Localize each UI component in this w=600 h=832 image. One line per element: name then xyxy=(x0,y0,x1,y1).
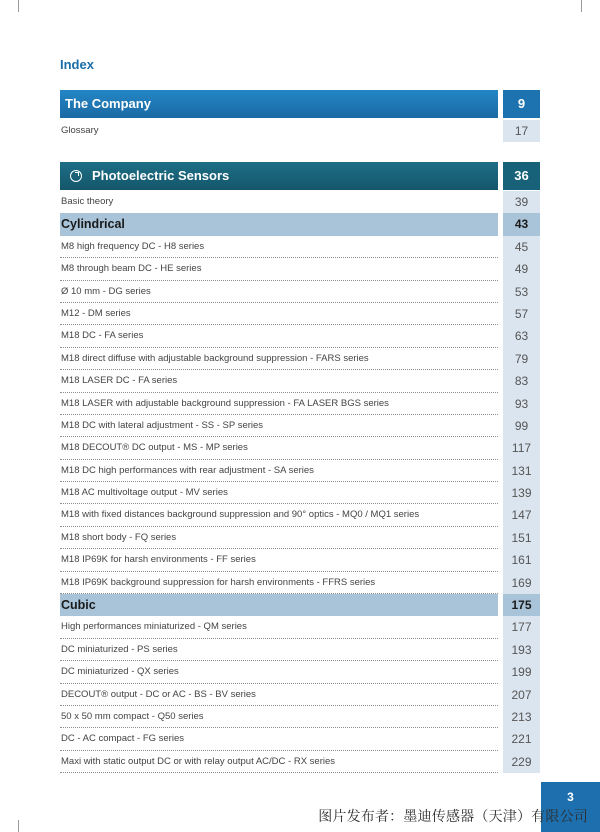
item-label: Ø 10 mm - DG series xyxy=(60,281,498,303)
item-page: 207 xyxy=(503,684,540,706)
list-item[interactable] xyxy=(60,751,541,773)
item-label: M18 DC high performances with rear adjustment - SA series xyxy=(60,460,498,482)
list-item[interactable] xyxy=(60,437,541,459)
cylindrical-list xyxy=(60,236,541,594)
item-page: 45 xyxy=(503,236,540,258)
cylindrical-subheader[interactable] xyxy=(60,213,541,235)
item-page: 49 xyxy=(503,258,540,280)
item-label: M18 direct diffuse with adjustable background suppression - FARS series xyxy=(60,348,498,370)
list-item[interactable] xyxy=(60,684,541,706)
list-item[interactable] xyxy=(60,728,541,750)
item-label: M18 DC - FA series xyxy=(60,325,498,347)
item-label: DC miniaturized - QX series xyxy=(60,661,498,683)
crop-mark-top-right xyxy=(581,0,582,12)
item-label: M18 IP69K for harsh environments - FF series xyxy=(60,549,498,571)
item-label: M8 through beam DC - HE series xyxy=(60,258,498,280)
item-label: DECOUT® output - DC or AC - BS - BV series xyxy=(60,684,498,706)
cubic-subheader[interactable] xyxy=(60,594,541,616)
page-number: 3 xyxy=(567,790,574,804)
cubic-list xyxy=(60,616,541,773)
item-label: High performances miniaturized - QM series xyxy=(60,616,498,638)
crop-mark-bottom-left xyxy=(18,820,19,832)
list-item[interactable] xyxy=(60,370,541,392)
list-item[interactable] xyxy=(60,482,541,504)
item-page: 17 xyxy=(503,120,540,142)
subheader-label: Cubic xyxy=(60,594,498,616)
item-label: Basic theory xyxy=(61,196,114,207)
item-page: 117 xyxy=(503,437,540,459)
item-page: 161 xyxy=(503,549,540,571)
list-item[interactable] xyxy=(60,504,541,526)
page-title: Index xyxy=(60,57,94,72)
item-page: 99 xyxy=(503,415,540,437)
item-label: DC - AC compact - FG series xyxy=(60,728,498,750)
item-label: M18 with fixed distances background suppression and 90° optics - MQ0 / MQ1 series xyxy=(60,504,498,526)
list-item[interactable] xyxy=(60,572,541,594)
item-label: M18 LASER DC - FA series xyxy=(60,370,498,392)
item-label: 50 x 50 mm compact - Q50 series xyxy=(60,706,498,728)
photoelectric-header[interactable] xyxy=(60,162,541,190)
item-label: Maxi with static output DC or with relay output AC/DC - RX series xyxy=(60,751,498,773)
list-item[interactable] xyxy=(60,616,541,638)
sensor-icon xyxy=(70,170,82,182)
item-page: 221 xyxy=(503,728,540,750)
item-label: M18 IP69K background suppression for harsh environments - FFRS series xyxy=(60,572,498,594)
item-page: 169 xyxy=(503,572,540,594)
item-label: M8 high frequency DC - H8 series xyxy=(60,236,498,258)
list-item[interactable] xyxy=(60,460,541,482)
list-item[interactable] xyxy=(60,258,541,280)
item-label: M18 short body - FQ series xyxy=(60,527,498,549)
list-item[interactable] xyxy=(60,527,541,549)
company-header-page: 9 xyxy=(503,90,540,118)
list-item[interactable] xyxy=(60,549,541,571)
list-item[interactable] xyxy=(60,415,541,437)
item-page: 199 xyxy=(503,661,540,683)
list-item[interactable] xyxy=(60,639,541,661)
item-label: M18 AC multivoltage output - MV series xyxy=(60,482,498,504)
list-item[interactable] xyxy=(60,120,541,142)
list-item[interactable] xyxy=(60,325,541,347)
photoelectric-section xyxy=(60,162,541,773)
subheader-page: 43 xyxy=(503,213,540,235)
list-item[interactable] xyxy=(60,706,541,728)
list-item[interactable] xyxy=(60,191,541,213)
item-label: M12 - DM series xyxy=(60,303,498,325)
item-page: 147 xyxy=(503,504,540,526)
item-page: 193 xyxy=(503,639,540,661)
item-page: 83 xyxy=(503,370,540,392)
item-page: 57 xyxy=(503,303,540,325)
item-page: 177 xyxy=(503,616,540,638)
item-page: 151 xyxy=(503,527,540,549)
company-header-label: The Company xyxy=(60,90,498,118)
subheader-label: Cylindrical xyxy=(60,213,498,235)
item-label: DC miniaturized - PS series xyxy=(60,639,498,661)
item-label: Glossary xyxy=(61,125,99,136)
item-page: 39 xyxy=(503,191,540,213)
list-item[interactable] xyxy=(60,303,541,325)
item-page: 139 xyxy=(503,482,540,504)
item-page: 93 xyxy=(503,393,540,415)
list-item[interactable] xyxy=(60,236,541,258)
item-page: 79 xyxy=(503,348,540,370)
item-page: 63 xyxy=(503,325,540,347)
crop-mark-top-left xyxy=(18,0,19,12)
company-section xyxy=(60,90,541,142)
item-label: M18 DC with lateral adjustment - SS - SP series xyxy=(60,415,498,437)
item-page: 131 xyxy=(503,460,540,482)
photoelectric-header-page: 36 xyxy=(503,162,540,190)
list-item[interactable] xyxy=(60,661,541,683)
item-page: 213 xyxy=(503,706,540,728)
publisher-watermark: 图片发布者：墨迪传感器（天津）有限公司 xyxy=(318,808,588,824)
item-label: M18 LASER with adjustable background suppression - FA LASER BGS series xyxy=(60,393,498,415)
subheader-page: 175 xyxy=(503,594,540,616)
item-page: 229 xyxy=(503,751,540,773)
list-item[interactable] xyxy=(60,281,541,303)
item-page: 53 xyxy=(503,281,540,303)
photoelectric-header-label: Photoelectric Sensors xyxy=(92,168,230,183)
list-item[interactable] xyxy=(60,393,541,415)
company-header[interactable] xyxy=(60,90,541,118)
list-item[interactable] xyxy=(60,348,541,370)
item-label: M18 DECOUT® DC output - MS - MP series xyxy=(60,437,498,459)
